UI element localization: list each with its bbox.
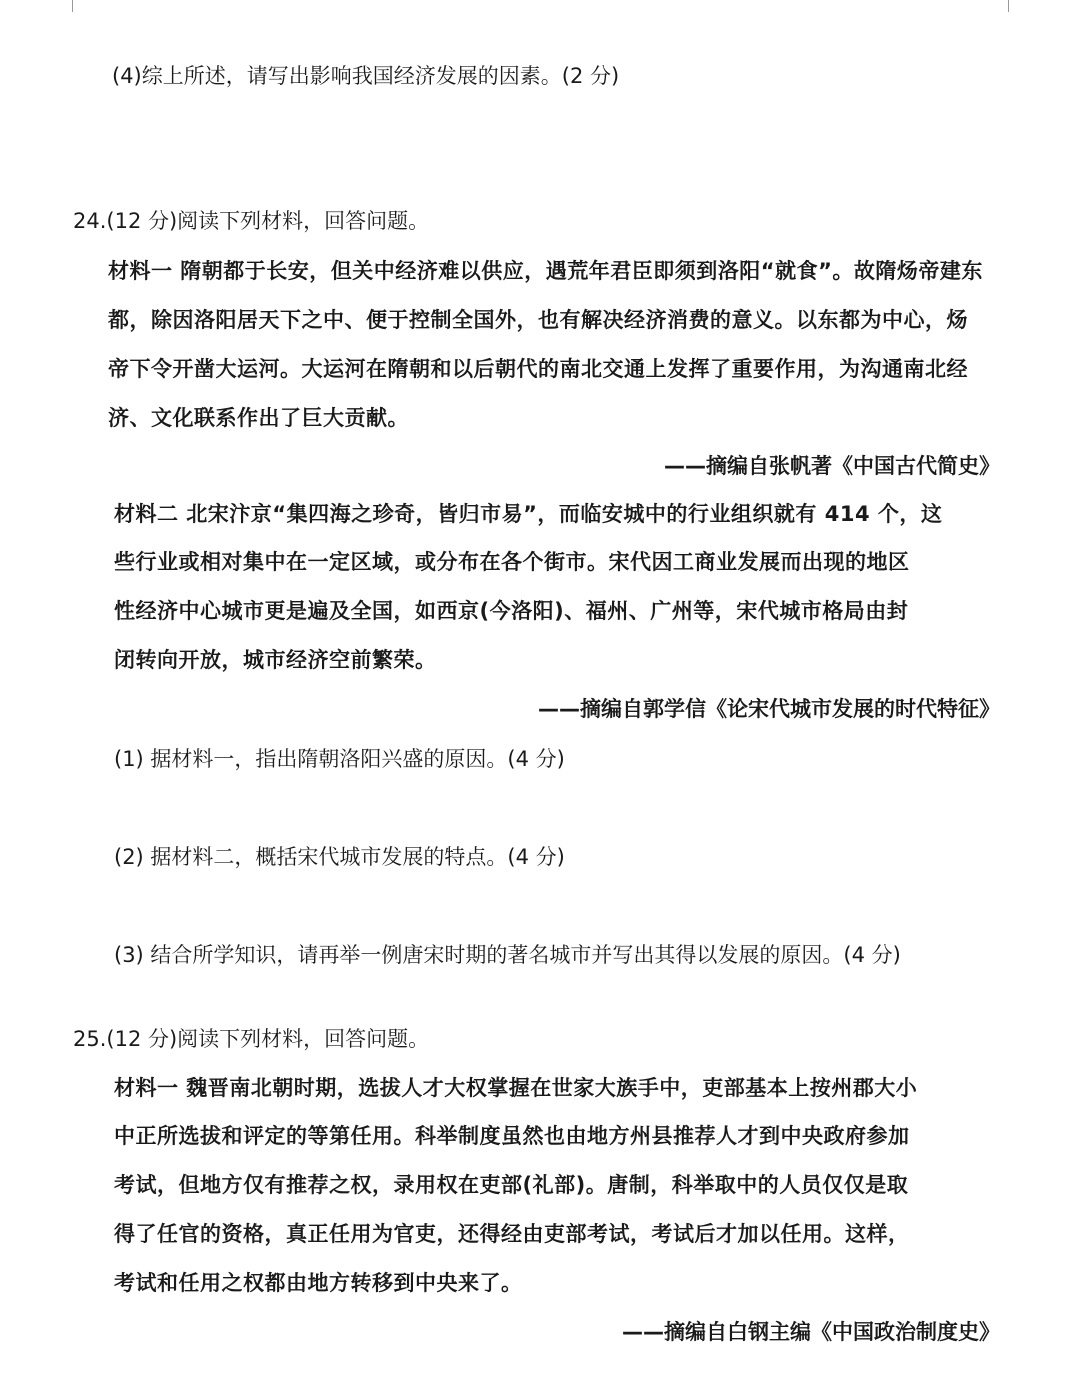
- material-line: 材料二 北宋汴京“集四海之珍奇，皆归市易”，而临安城中的行业组织就有 414 个，这: [114, 502, 943, 526]
- material-line: 中正所选拔和评定的等第任用。科举制度虽然也由地方州县推荐人才到中央政府参加: [114, 1124, 910, 1148]
- material-source: ——摘编自郭学信《论宋代城市发展的时代特征》: [538, 697, 1000, 721]
- material-line: 材料一 魏晋南北朝时期，选拔人才大权掌握在世家大族手中，吏部基本上按州郡大小: [114, 1076, 918, 1100]
- question-24-part-2: (2) 据材料二，概括宋代城市发展的特点。(4 分): [114, 845, 565, 869]
- material-line: 考试和任用之权都由地方转移到中央来了。: [114, 1271, 523, 1295]
- material-line: 材料一 隋朝都于长安，但关中经济难以供应，遇荒年君臣即须到洛阳“就食”。故隋炀帝建东: [108, 259, 983, 283]
- question-25-header: 25.(12 分)阅读下列材料，回答问题。: [73, 1027, 430, 1051]
- material-line: 都，除因洛阳居天下之中、便于控制全国外，也有解决经济消费的意义。以东都为中心，炀: [108, 308, 968, 332]
- material-line: 闭转向开放，城市经济空前繁荣。: [114, 648, 437, 672]
- question-23-part-4: (4)综上所述，请写出影响我国经济发展的因素。(2 分): [112, 64, 620, 88]
- material-line: 帝下令开凿大运河。大运河在隋朝和以后朝代的南北交通上发挥了重要作用，为沟通南北经: [108, 357, 968, 381]
- question-24-part-3: (3) 结合所学知识，请再举一例唐宋时期的著名城市并写出其得以发展的原因。(4 分): [114, 943, 901, 967]
- question-24-header: 24.(12 分)阅读下列材料，回答问题。: [73, 209, 430, 233]
- material-source: ——摘编自张帆著《中国古代简史》: [664, 454, 1000, 478]
- material-source: ——摘编自白钢主编《中国政治制度史》: [622, 1320, 1000, 1344]
- material-line: 性经济中心城市更是遍及全国，如西京(今洛阳)、福州、广州等，宋代城市格局由封: [114, 599, 909, 623]
- question-24-part-1: (1) 据材料一，指出隋朝洛阳兴盛的原因。(4 分): [114, 747, 565, 771]
- page-corner-mark-left: [72, 0, 73, 12]
- page-corner-mark-right: [1008, 0, 1009, 12]
- material-line: 些行业或相对集中在一定区域，或分布在各个街市。宋代因工商业发展而出现的地区: [114, 550, 910, 574]
- material-line: 得了任官的资格，真正任用为官吏，还得经由吏部考试，考试后才加以任用。这样，: [114, 1222, 910, 1246]
- material-line: 考试，但地方仅有推荐之权，录用权在吏部(礼部)。唐制，科举取中的人员仅仅是取: [114, 1173, 909, 1197]
- material-line: 济、文化联系作出了巨大贡献。: [108, 406, 409, 430]
